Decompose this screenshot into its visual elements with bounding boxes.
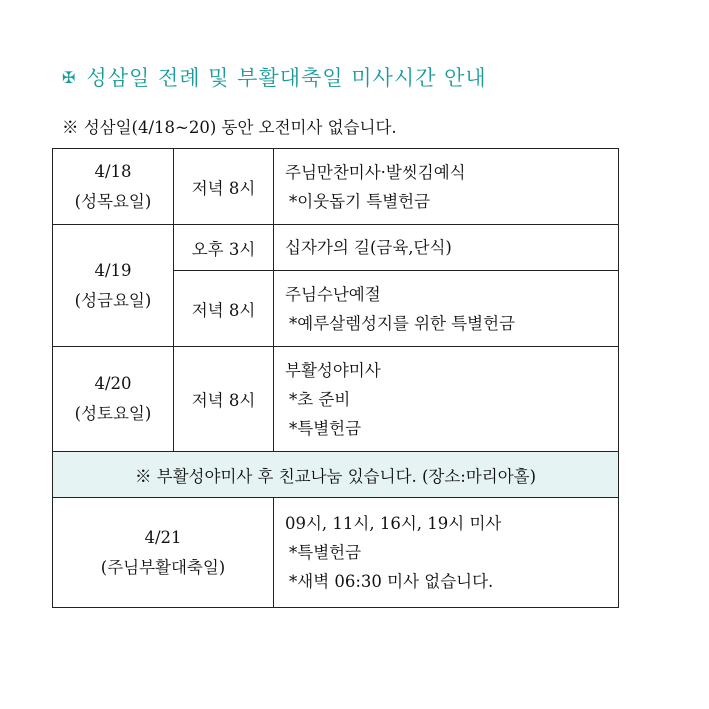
date-cell <box>53 347 174 452</box>
detail-line: *초 준비 <box>289 389 351 409</box>
date-label: 4/21 <box>144 527 182 547</box>
date-cell <box>53 498 274 608</box>
detail-cell <box>274 149 619 225</box>
detail-cell <box>274 225 619 271</box>
notice-text: ※ 성삼일(4/18~20) 동안 오전미사 없습니다. <box>62 118 397 137</box>
table-row <box>53 347 619 452</box>
detail-line: *이웃돕기 특별헌금 <box>289 191 431 211</box>
detail-line: 09시, 11시, 16시, 19시 미사 <box>285 514 502 533</box>
table-row <box>53 149 619 225</box>
date-label: 4/20 <box>94 374 132 393</box>
table-row <box>53 452 619 498</box>
detail-cell <box>274 271 619 347</box>
cross-icon: ✠ <box>62 67 77 87</box>
detail-cell <box>274 498 619 608</box>
detail-line: 부활성야미사 <box>285 360 381 380</box>
detail-line: *새벽 06:30 미사 없습니다. <box>289 572 494 591</box>
weekday-label: (주님부활대축일) <box>100 557 226 577</box>
detail-line: *특별헌금 <box>289 418 362 438</box>
detail-line: *특별헌금 <box>289 543 362 562</box>
detail-line: 주님수난예절 <box>285 284 381 304</box>
detail-line: 십자가의 길(금육,단식) <box>285 238 452 257</box>
page-title <box>62 62 487 92</box>
detail-line: 주님만찬미사·발씻김예식 <box>285 162 466 182</box>
date-label: 4/19 <box>94 260 132 280</box>
date-cell <box>53 225 174 347</box>
table-row <box>53 225 619 271</box>
weekday-label: (성토요일) <box>74 404 152 423</box>
detail-cell <box>274 347 619 452</box>
time-cell: 오후 3시 <box>174 225 274 271</box>
fellowship-note: ※ 부활성야미사 후 친교나눔 있습니다. (장소:마리아홀) <box>53 452 619 498</box>
page-title-text: 성삼일 전례 및 부활대축일 미사시간 안내 <box>86 66 487 90</box>
date-label: 4/18 <box>94 161 132 181</box>
time-cell: 저녁 8시 <box>174 149 274 225</box>
schedule-table <box>52 148 619 608</box>
weekday-label: (성금요일) <box>74 290 152 310</box>
date-cell <box>53 149 174 225</box>
time-cell: 저녁 8시 <box>174 347 274 452</box>
table-row <box>53 498 619 608</box>
detail-line: *예루살렘성지를 위한 특별헌금 <box>289 313 515 333</box>
time-cell: 저녁 8시 <box>174 271 274 347</box>
weekday-label: (성목요일) <box>74 191 152 211</box>
